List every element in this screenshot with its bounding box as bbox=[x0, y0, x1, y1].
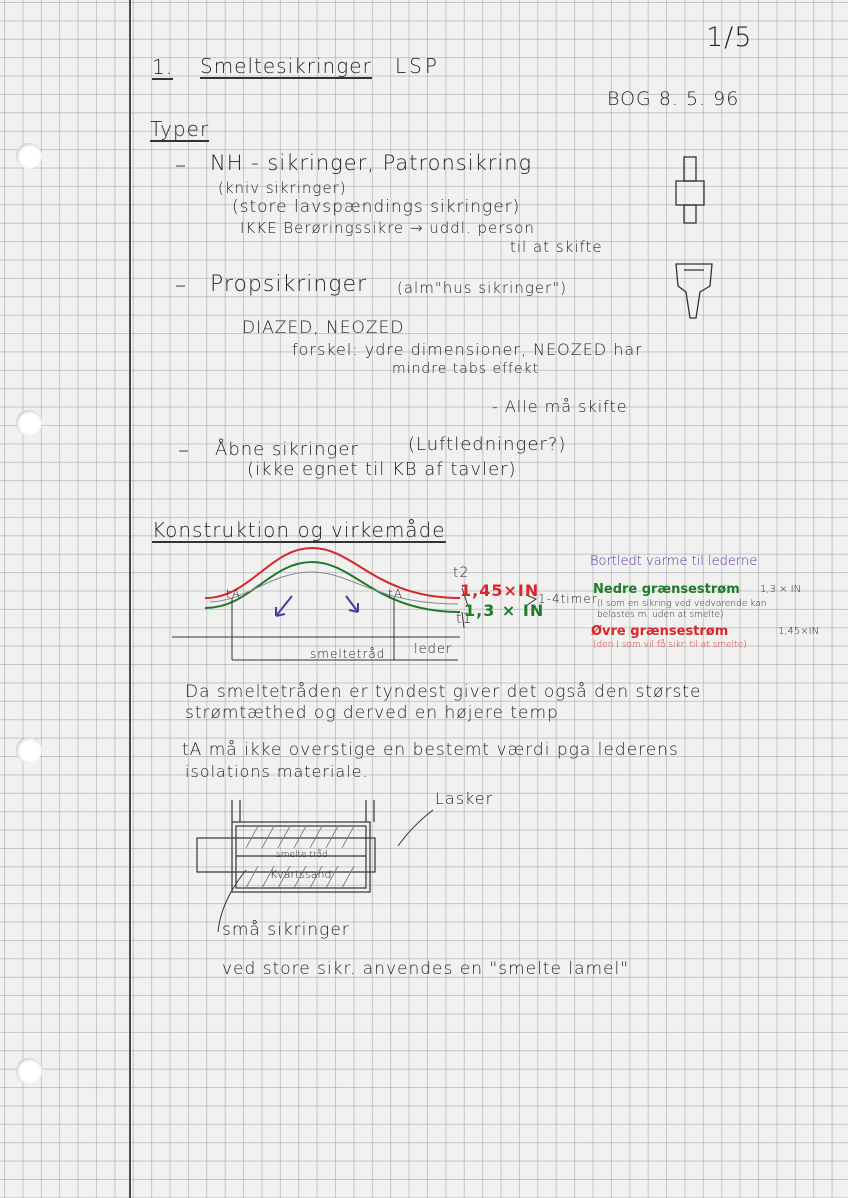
prop-line2: forskel: ydre dimensioner, NEOZED har bbox=[292, 340, 643, 359]
fuse-inner-top-label: smelte tråd bbox=[276, 850, 328, 860]
t2-label: t2 bbox=[453, 565, 470, 581]
base-curve bbox=[210, 572, 458, 604]
page-title: Smeltesikringer bbox=[200, 54, 372, 78]
heat-arrow-right bbox=[346, 596, 358, 612]
nh-label: NH - sikringer, Patronsikring bbox=[210, 151, 533, 175]
prop-label: Propsikringer bbox=[210, 272, 368, 297]
para2-line1: tA må ikke overstige en bestemt værdi pga lederens bbox=[182, 740, 679, 760]
list-dash: – bbox=[178, 438, 190, 463]
section-heading-types: Typer bbox=[150, 117, 210, 141]
green-curve bbox=[205, 562, 460, 612]
lasker-pointer bbox=[398, 810, 433, 846]
t1-label: t1 bbox=[456, 611, 473, 627]
nh-fuse-sketch bbox=[676, 157, 704, 223]
legend-red-title: Øvre grænsestrøm bbox=[591, 624, 729, 639]
prop-line3: mindre tabs effekt bbox=[392, 361, 540, 377]
legend-red-note: (den I som vil få sikr. til at smelte) bbox=[593, 640, 747, 650]
page-number: 1/5 bbox=[706, 22, 753, 53]
para1-line1: Da smeltetråden er tyndest giver det også den største bbox=[185, 682, 702, 702]
section-heading-construction: Konstruktion og virkemåde bbox=[152, 518, 446, 542]
small-fuses-label: små sikringer bbox=[222, 920, 350, 940]
para2-line2: isolations materiale. bbox=[185, 762, 369, 781]
green-curve-label: 1,3 × IN bbox=[464, 601, 545, 620]
aabne-label: Åbne sikringer bbox=[215, 439, 359, 460]
fuse-cross-section bbox=[197, 800, 433, 932]
legend-green-note2: belastes m. uden at smelte) bbox=[597, 610, 724, 620]
time-label: 1-4timer bbox=[538, 592, 598, 606]
nh-line3: IKKE Berøringssikre → uddl. person bbox=[240, 219, 535, 237]
fuse-inner-bottom-label: Kvartssand bbox=[270, 868, 332, 881]
aabne-line1: (ikke egnet til KB af tavler) bbox=[247, 459, 517, 480]
lasker-label: Lasker bbox=[435, 789, 494, 808]
prop-line4: - Alle må skifte bbox=[492, 397, 628, 416]
author-date: BOG 8. 5. 96 bbox=[607, 88, 740, 110]
smeltetraad-label: smeltetråd bbox=[310, 647, 386, 661]
list-dash: – bbox=[175, 273, 187, 298]
nh-line1: (kniv sikringer) bbox=[218, 179, 347, 197]
ta-right-label: tA bbox=[388, 587, 403, 601]
heat-arrow-left bbox=[276, 596, 292, 616]
legend-green-note1: (I som en sikring ved vedvarende kan bbox=[597, 599, 767, 609]
prop-note: (alm"hus sikringer") bbox=[397, 279, 567, 297]
title-tag: LSP bbox=[395, 54, 440, 78]
aabne-note: (Luftledninger?) bbox=[408, 434, 567, 455]
nh-line4: til at skifte bbox=[510, 238, 603, 256]
legend-green-title: Nedre grænsestrøm bbox=[593, 582, 740, 597]
prop-fuse-sketch bbox=[676, 264, 712, 318]
nh-line2: (store lavspændings sikringer) bbox=[232, 197, 521, 217]
red-curve-label: 1,45×IN bbox=[460, 581, 540, 600]
ta-left-label: tA bbox=[226, 587, 241, 601]
title-number: 1. bbox=[152, 55, 174, 79]
legend-purple: Bortledt varme til lederne bbox=[590, 554, 758, 569]
large-fuses-label: ved store sikr. anvendes en "smelte lamel" bbox=[222, 959, 630, 979]
legend-green-value: 1,3 × IN bbox=[760, 584, 802, 595]
list-dash: – bbox=[175, 153, 187, 178]
leder-label: leder bbox=[414, 642, 453, 657]
red-curve bbox=[205, 548, 460, 601]
legend-red-value: 1,45×IN bbox=[778, 626, 820, 637]
para1-line2: strømtæthed og derved en højere temp bbox=[185, 703, 559, 723]
prop-line1: DIAZED, NEOZED bbox=[242, 318, 405, 338]
